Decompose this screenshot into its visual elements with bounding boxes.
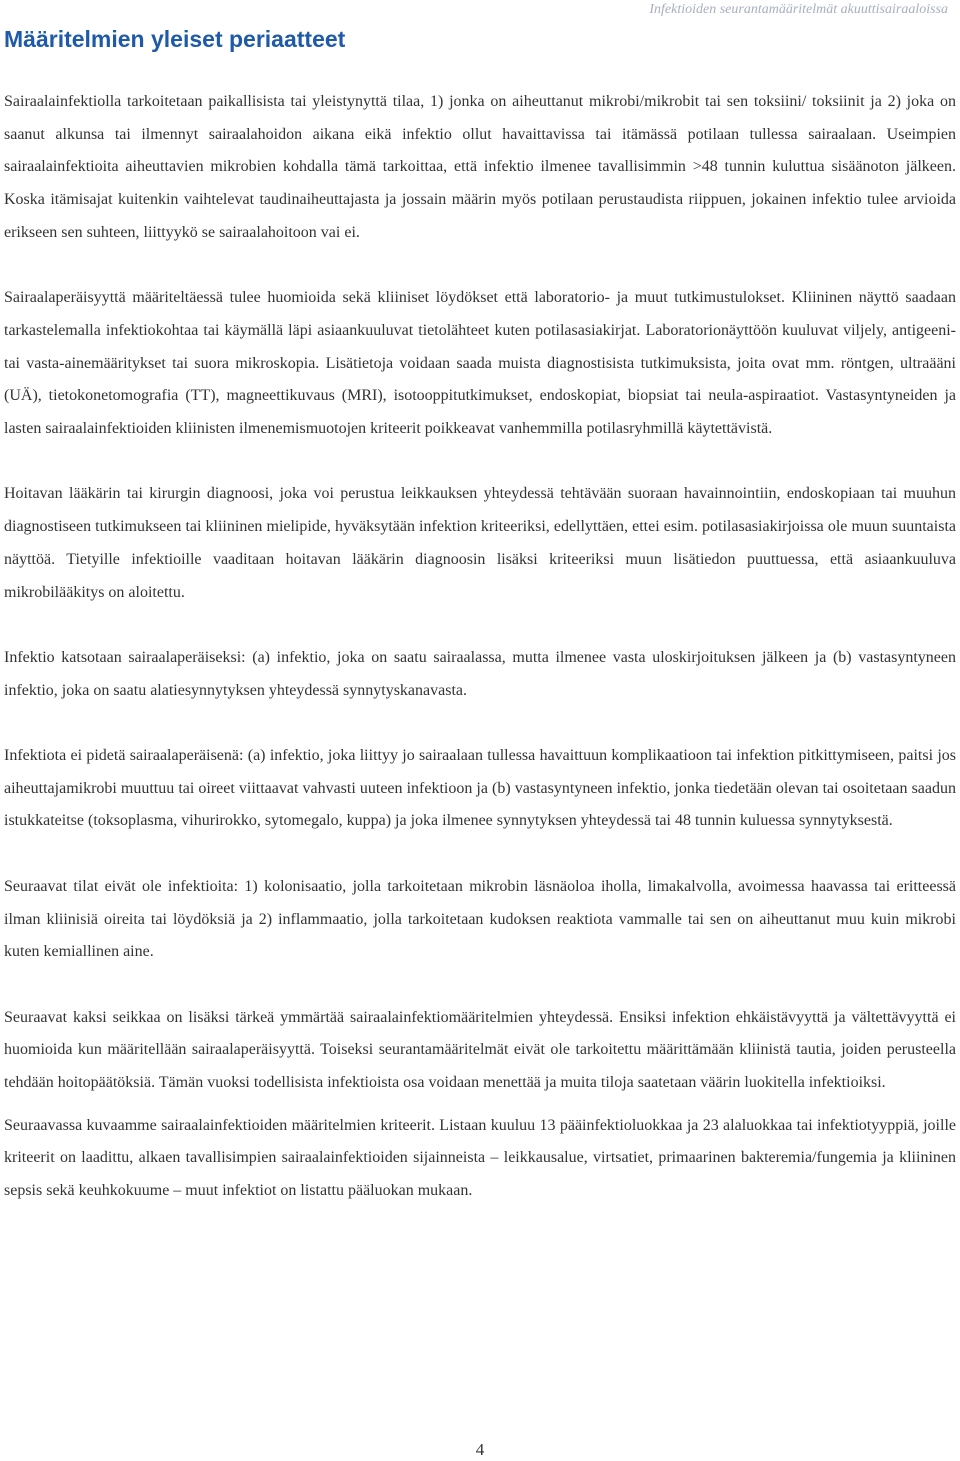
- paragraph-not-infections: Seuraavat tilat eivät ole infektioita: 1) kolonisaatio, jolla tarkoitetaan mikrobin läsnäoloa iholla, limakalvolla, avoimessa haavassa tai eritteessä ilman kliinisiä oireita tai löydöksiä ja 2) inflammaatio, jolla tarkoitetaan kudoksen reaktiota vammalle tai sen on aiheuttanut muu kuin mikrobi kuten kemiallinen aine.: [4, 877, 956, 961]
- paragraph-criteria-overview: Seuraavassa kuvaamme sairaalainfektioiden määritelmien kriteerit. Listaan kuuluu 13 pääinfektioluokkaa ja 23 alaluokkaa tai infektiotyyppiä, joille kriteerit on laadittu, alkaen tavallisimpien sairaalainfektioiden sijainneista – leikkausalue, virtsatiet, primaarinen bakteremia/fungemia ja kliininen sepsis sekä keuhkokuume – muut infektiot on listattu pääluokan mukaan.: [4, 1116, 956, 1200]
- paragraph-not-hospital-acquired: Infektiota ei pidetä sairaalaperäisenä: (a) infektio, joka liittyy jo sairaalaan tullessa havaittuun komplikaatioon tai infektion pitkittymiseen, paitsi jos aiheuttajamikrobi muuttuu tai oireet viittaavat vahvasti uuteen infektioon ja (b) vastasyntyneen infektio, jonka tiedetään olevan tai osoitetaan saadun istukkateitse (toksoplasma, vihurirokko, sytomegalo, kuppa) ja joka ilmenee synnytyksen yhteydessä tai 48 tunnin kuluessa synnytyksestä.: [4, 747, 956, 830]
- paragraph-physician-diagnosis: Hoitavan lääkärin tai kirurgin diagnoosi, joka voi perustua leikkauksen yhteydessä tehtävään suoraan havainnointiin, endoskopiaan tai muuhun diagnostiseen tutkimukseen tai kliininen mielipide, hyväksytään infektion kriteeriksi, edellyttäen, ettei esim. potilasasiakirjoissa ole muun suuntaista näyttöä. Tietyille infektioille vaaditaan hoitavan lääkärin diagnoosin lisäksi kriteeriksi muun lisätiedon puuttuessa, että asiaankuuluva mikrobilääkitys on aloitettu.: [4, 485, 956, 601]
- section-title: Määritelmien yleiset periaatteet: [4, 26, 346, 52]
- paragraph-definition: Sairaalainfektiolla tarkoitetaan paikallisista tai yleistynyttä tilaa, 1) jonka on aiheuttanut mikrobi/mikrobit tai sen toksiini/ toksiinit ja 2) joka on saanut alkunsa tai ilmennyt sairaalahoidon aikana eikä infektio ollut havaittavissa tai itämässä potilaan tullessa sairaalaan. Useimpien sairaalainfektioita aiheuttavien mikrobien kohdalla tämä tarkoittaa, että infektio ilmenee tavallisimmin >48 tunnin kuluttua sisäänoton jälkeen. Koska itämisajat kuitenkin vaihtelevat taudinaiheuttajasta ja jossain määrin myös potilaan perustaudista riippuen, jokainen infektio tulee arvioida erikseen sen suhteen, liittyykö se sairaalahoitoon vai ei.: [4, 93, 956, 241]
- paragraph-evidence: Sairaalaperäisyyttä määriteltäessä tulee huomioida sekä kliiniset löydökset että laboratorio- ja muut tutkimustulokset. Kliininen näyttö saadaan tarkastelemalla infektiokohtaa tai käymällä läpi asiaankuuluvat tietolähteet kuten potilasasiakirjat. Laboratorionäyttöön kuuluvat viljely, antigeeni- tai vasta-ainemääritykset tai suora mikroskopia. Lisätietoja voidaan saada muista diagnostisista tutkimuksista, joita ovat mm. röntgen, ultraääni (UÄ), tietokonetomografia (TT), magneettikuvaus (MRI), isotooppitutkimukset, endoskopiat, biopsiat tai neula-aspiraatiot. Vastasyntyneiden ja lasten sairaalainfektioiden kliinisten ilmenemismuotojen kriteerit poikkeavat vanhemmilla potilasryhmillä käytettävistä.: [4, 289, 956, 438]
- paragraph-additional-notes: Seuraavat kaksi seikkaa on lisäksi tärkeä ymmärtää sairaalainfektiomääritelmien yhteydessä. Ensiksi infektion ehkäistävyyttä ja vältettävyyttä ei huomioida kun määritellään sairaalaperäisyyttä. Toiseksi seurantamääritelmät eivät ole tarkoitettu määrittämään kliinistä tautia, joiden perusteella tehdään hoitopäätöksiä. Tämän vuoksi todellisista infektioista osa voidaan menettää ja muita tiloja saatetaan väärin luokitella infektioiksi.: [4, 1008, 956, 1091]
- page-number: 4: [475, 1440, 485, 1459]
- body-text: [4, 86, 956, 1208]
- paragraph-hospital-acquired: Infektio katsotaan sairaalaperäiseksi: (a) infektio, joka on saatu sairaalassa, mutta ilmenee vasta uloskirjoituksen jälkeen ja (b) vastasyntyneen infektio, joka on saatu alatiesynnytyksen yhteydessä synnytyskanavasta.: [4, 648, 956, 699]
- running-header: Infektioiden seurantamääritelmät akuuttisairaaloissa: [649, 2, 948, 17]
